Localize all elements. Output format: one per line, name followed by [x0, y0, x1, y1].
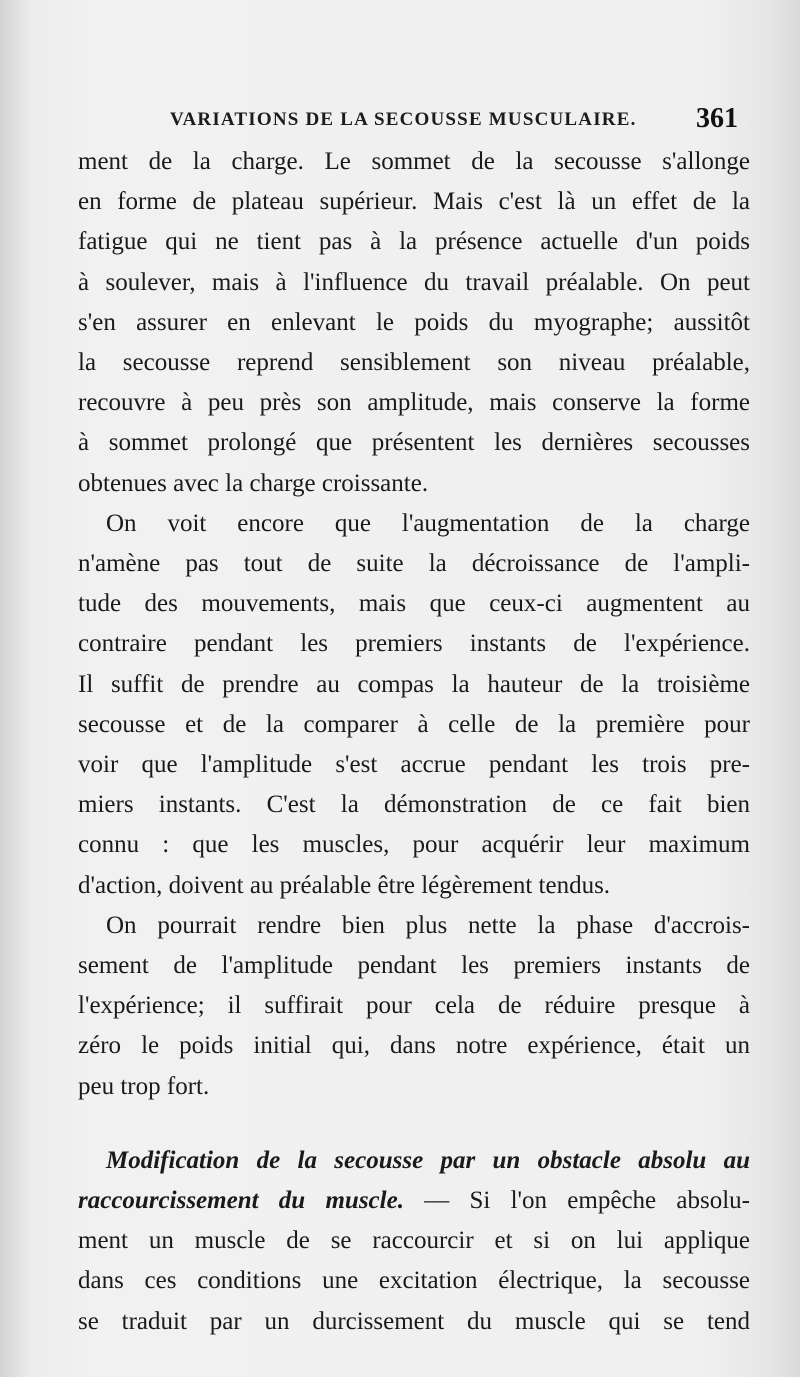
text-line: [78, 1181, 750, 1221]
text-line: Il suffit de prendre au compas la hauteur de la troisième: [78, 670, 750, 698]
text-line: On voit encore que l'augmentation de la charge: [106, 509, 750, 537]
text-line: peu trop fort.: [78, 1072, 210, 1100]
page-header: [170, 103, 770, 139]
text-line: connu : que les muscles, pour acquérir leur maximum: [78, 831, 750, 859]
text-line: obtenues avec la charge croissante.: [78, 469, 429, 497]
section-title-continued: raccourcissement du muscle.: [78, 1187, 404, 1215]
text-line: dans ces conditions une excitation électrique, la secousse: [78, 1267, 750, 1295]
text-line: à sommet prolongé que présentent les dernières secousses: [78, 429, 750, 457]
section-spacer: [78, 1107, 750, 1141]
text-line: à soulever, mais à l'influence du travail préalable. On peut: [78, 268, 750, 296]
body-text: [78, 142, 750, 1342]
text-line: miers instants. C'est la démonstration de ce fait bien: [78, 791, 750, 819]
text-line: en forme de plateau supérieur. Mais c'est là un effet de la: [78, 188, 750, 216]
text-line: ment un muscle de se raccourcir et si on lui applique: [78, 1227, 750, 1255]
text-line: fatigue qui ne tient pas à la présence actuelle d'un poids: [78, 228, 750, 256]
text-line: ment de la charge. Le sommet de la secousse s'allonge: [78, 148, 750, 175]
paragraph-2: [78, 504, 750, 906]
text-line: secousse et de la comparer à celle de la première pour: [78, 710, 750, 738]
section-title: Modification de la secousse par un obstacle absolu au: [106, 1146, 750, 1174]
text-line: la secousse reprend sensiblement son niveau préalable,: [78, 349, 750, 377]
text-line: se traduit par un durcissement du muscle qui se tend: [78, 1307, 750, 1335]
page-number: 361: [696, 103, 738, 134]
text-line: d'action, doivent au préalable être légèrement tendus.: [78, 871, 611, 899]
text-line: On pourrait rendre bien plus nette la phase d'accrois-: [106, 911, 750, 939]
section-paragraph: [78, 1141, 750, 1342]
section-text-start: — Si l'on empêche absolu-: [403, 1187, 750, 1215]
text-line: zéro le poids initial qui, dans notre expérience, était un: [78, 1032, 750, 1060]
paragraph-1: [78, 142, 750, 504]
text-line: voir que l'amplitude s'est accrue pendant les trois pre-: [78, 751, 750, 779]
paragraph-3: [78, 906, 750, 1107]
text-line: recouvre à peu près son amplitude, mais conserve la forme: [78, 389, 750, 417]
text-line: n'amène pas tout de suite la décroissance de l'ampli-: [78, 550, 750, 578]
text-line: l'expérience; il suffirait pour cela de réduire presque à: [78, 992, 750, 1020]
text-line: s'en assurer en enlevant le poids du myographe; aussitôt: [78, 308, 750, 336]
running-head: VARIATIONS DE LA SECOUSSE MUSCULAIRE.: [170, 109, 637, 130]
text-line: sement de l'amplitude pendant les premiers instants de: [78, 952, 750, 980]
text-line: contraire pendant les premiers instants de l'expérience.: [78, 630, 750, 658]
text-line: tude des mouvements, mais que ceux-ci augmentent au: [78, 590, 750, 618]
